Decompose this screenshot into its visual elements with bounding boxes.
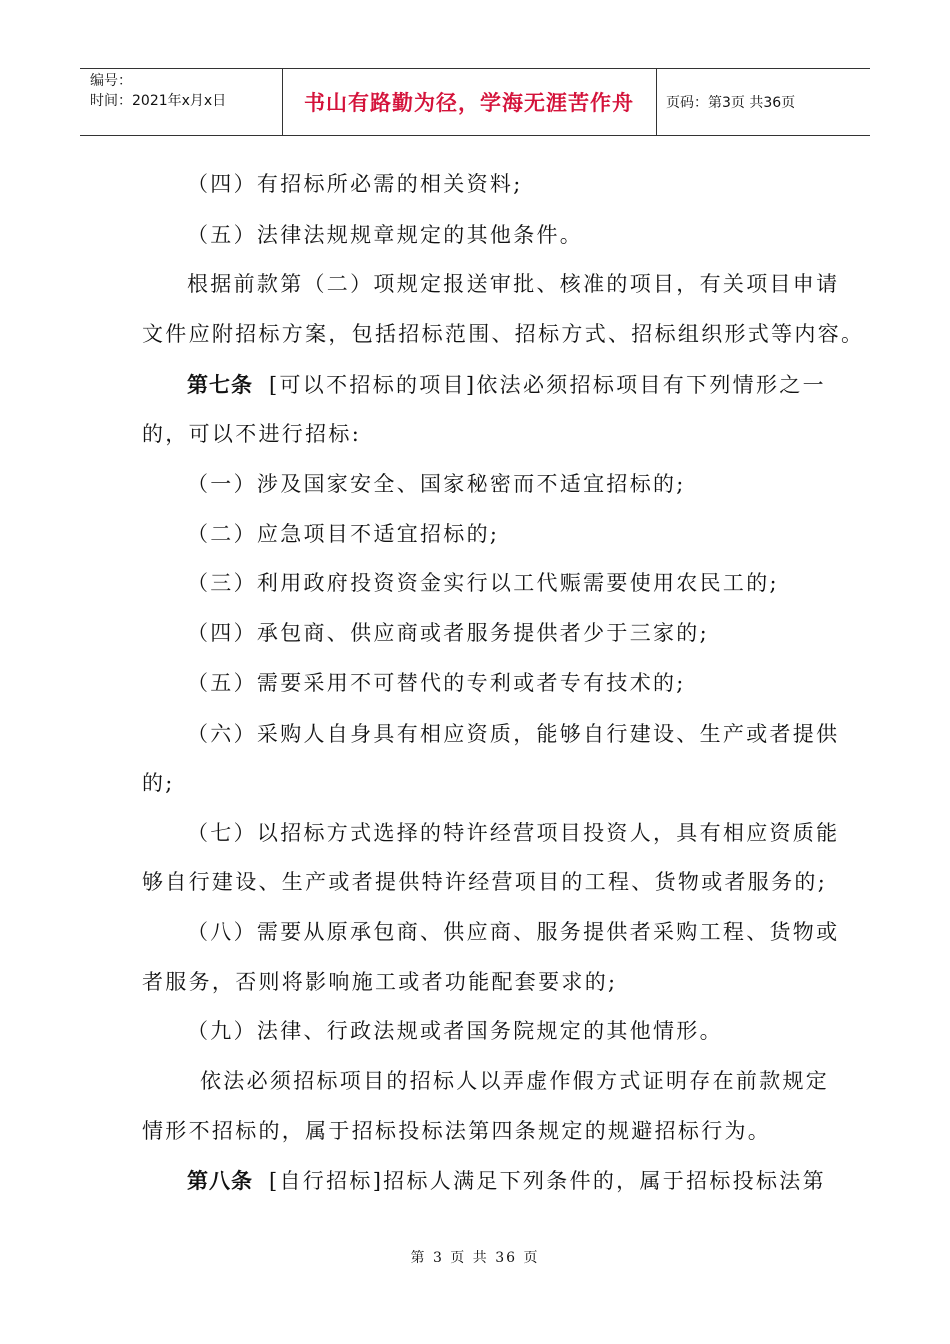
- list-item-cont: 够自行建设、生产或者提供特许经营项目的工程、货物或者服务的;: [142, 870, 828, 894]
- paragraph-line: （五）法律法规规章规定的其他条件。: [187, 223, 584, 247]
- article-8-text: [自行招标]招标人满足下列条件的，属于招标投标法第: [269, 1169, 826, 1193]
- list-item: （二）应急项目不适宜招标的;: [187, 522, 500, 546]
- header-page-info: 页码：第3页 共36页: [666, 94, 796, 111]
- paragraph-line: 文件应附招标方案，包括招标范围、招标方式、招标组织形式等内容。: [142, 322, 865, 346]
- header-motto: 书山有路勤为径，学海无涯苦作舟: [304, 90, 634, 115]
- list-item: （四）承包商、供应商或者服务提供者少于三家的;: [187, 621, 709, 645]
- list-item: （五）需要采用不可替代的专利或者专有技术的;: [187, 671, 686, 695]
- paragraph-line: 依法必须招标项目的招标人以弄虚作假方式证明存在前款规定: [200, 1069, 830, 1093]
- list-item: （六）采购人自身具有相应资质，能够自行建设、生产或者提供: [187, 722, 840, 746]
- article-7-line: [187, 371, 826, 399]
- list-item: （一）涉及国家安全、国家秘密而不适宜招标的;: [187, 472, 686, 496]
- article-8-title: 第八条: [187, 1168, 253, 1193]
- paragraph-line: 的，可以不进行招标:: [142, 422, 362, 446]
- list-item: （九）法律、行政法规或者国务院规定的其他情形。: [187, 1019, 723, 1043]
- time-label: 时间：2021年x月x日: [90, 93, 227, 109]
- list-item: （七）以招标方式选择的特许经营项目投资人，具有相应资质能: [187, 821, 840, 845]
- paragraph-line: 根据前款第（二）项规定报送审批、核准的项目，有关项目申请: [187, 272, 840, 296]
- article-7-text: [可以不招标的项目]依法必须招标项目有下列情形之一: [269, 373, 826, 397]
- header-meta: [90, 71, 278, 111]
- article-8-line: [187, 1167, 826, 1195]
- list-item-cont: 的;: [142, 771, 175, 795]
- list-item: （三）利用政府投资资金实行以工代赈需要使用农民工的;: [187, 571, 779, 595]
- number-label: 编号：: [90, 73, 132, 89]
- document-header: [80, 68, 870, 136]
- article-7-title: 第七条: [187, 372, 253, 397]
- paragraph-line: （四）有招标所必需的相关资料;: [187, 172, 523, 196]
- list-item: （八）需要从原承包商、供应商、服务提供者采购工程、货物或: [187, 920, 840, 944]
- page-footer: 第 3 页 共 36 页: [410, 1250, 540, 1266]
- header-divider: [656, 69, 657, 135]
- list-item-cont: 者服务，否则将影响施工或者功能配套要求的;: [142, 970, 618, 994]
- paragraph-line: 情形不招标的，属于招标投标法第四条规定的规避招标行为。: [142, 1119, 772, 1143]
